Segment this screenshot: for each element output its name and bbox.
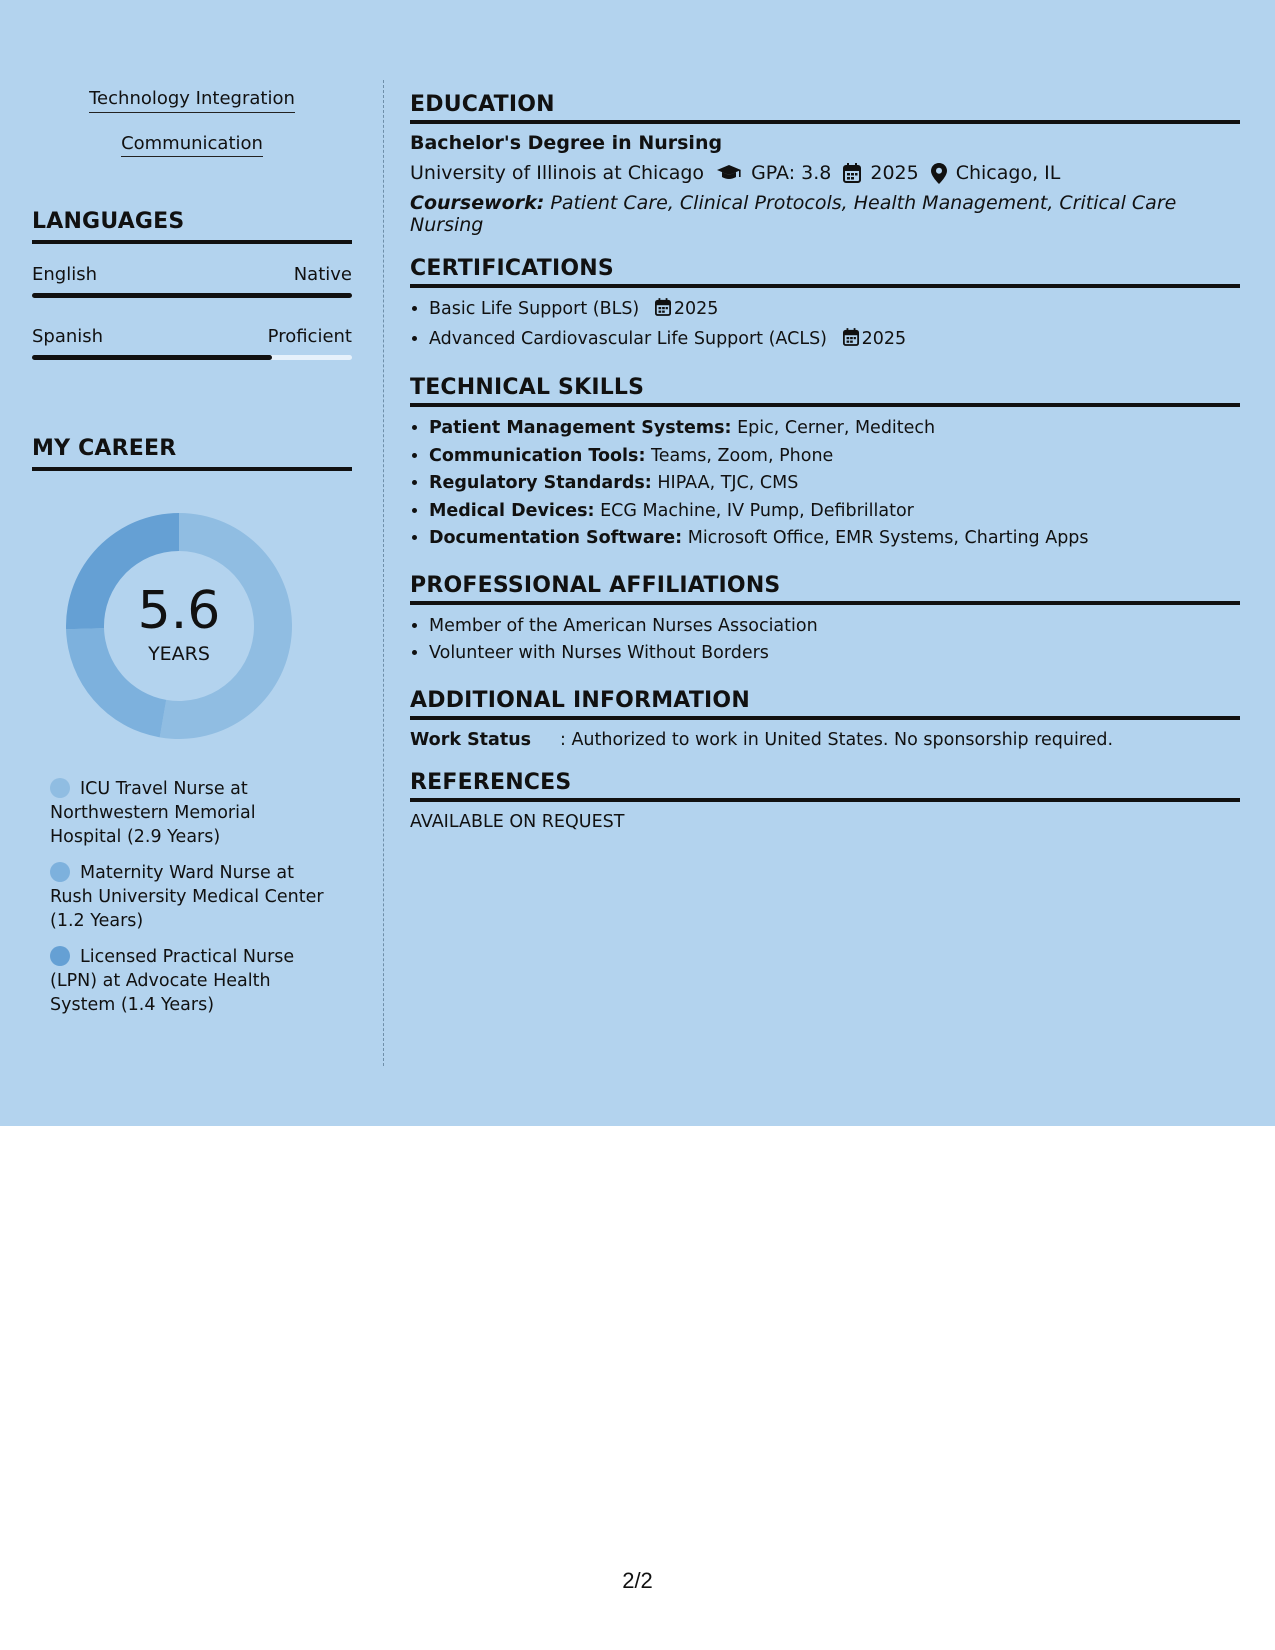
- certification-year: 2025: [861, 328, 907, 349]
- school-name: University of Illinois at Chicago: [410, 162, 705, 184]
- career-section: [32, 436, 352, 1017]
- skill-item: [429, 415, 1240, 443]
- career-legend: [50, 777, 352, 1017]
- affiliations-section: [410, 573, 1240, 668]
- gpa-value: GPA: 3.8: [751, 162, 832, 184]
- graduation-cap-icon: [716, 164, 742, 182]
- skill-values: ECG Machine, IV Pump, Defibrillator: [600, 500, 914, 521]
- graduation-year: 2025: [870, 162, 919, 184]
- language-bar: [32, 293, 352, 298]
- skill-item: [429, 525, 1240, 553]
- language-name: English: [32, 264, 97, 285]
- certifications-list: [410, 296, 1240, 355]
- calendar-icon: [843, 163, 861, 183]
- education-details: [410, 162, 1240, 184]
- affiliation-item: • Member of the American Nurses Association: [429, 613, 1240, 641]
- education-section: [410, 92, 1240, 236]
- skill-category: Communication Tools:: [429, 445, 646, 466]
- language-name: Spanish: [32, 326, 104, 347]
- career-total-unit: YEARS: [148, 643, 210, 665]
- languages-section: [32, 209, 352, 360]
- skill-category: Documentation Software:: [429, 528, 683, 548]
- language-item: [32, 326, 352, 360]
- skill-tag: Communication: [121, 133, 263, 158]
- affiliation-item: • Volunteer with Nurses Without Borders: [429, 640, 1240, 668]
- skill-category: Regulatory Standards:: [429, 473, 652, 493]
- coursework-line: [410, 192, 1240, 236]
- certification-item: [429, 326, 1240, 356]
- certifications-section: [410, 256, 1240, 355]
- languages-heading: LANGUAGES: [32, 209, 352, 244]
- career-donut-chart: [66, 513, 292, 739]
- additional-info-section: [410, 688, 1240, 750]
- calendar-icon: [843, 328, 859, 356]
- legend-label: Licensed Practical Nurse (LPN) at Advocate Health System (1.4 Years): [50, 947, 295, 1015]
- skill-values: HIPAA, TJC, CMS: [657, 473, 799, 493]
- column-divider: [383, 80, 384, 1066]
- technical-skills-section: [410, 375, 1240, 553]
- career-heading: MY CAREER: [32, 436, 352, 471]
- certification-item: [429, 296, 1240, 326]
- skill-category: Patient Management Systems:: [429, 418, 732, 438]
- references-section: [410, 770, 1240, 832]
- work-status-value: : Authorized to work in United States. No sponsorship required.: [560, 729, 1114, 750]
- additional-info-heading: ADDITIONAL INFORMATION: [410, 688, 1240, 720]
- school-location: Chicago, IL: [955, 162, 1061, 184]
- language-level: Proficient: [267, 326, 352, 347]
- legend-label: Maternity Ward Nurse at Rush University Medical Center (1.2 Years): [50, 863, 324, 931]
- language-bar-fill: [32, 293, 352, 298]
- skill-category: Medical Devices:: [429, 500, 595, 521]
- coursework-list: Patient Care, Clinical Protocols, Health Management, Critical Care Nursing: [410, 192, 1177, 236]
- page-number: 2/2: [622, 1568, 653, 1593]
- technical-skills-heading: TECHNICAL SKILLS: [410, 375, 1240, 407]
- career-legend-item: [50, 945, 330, 1017]
- certification-year: 2025: [673, 299, 719, 319]
- affiliations-heading: PROFESSIONAL AFFILIATIONS: [410, 573, 1240, 605]
- education-heading: EDUCATION: [410, 92, 1240, 124]
- skill-item: [429, 498, 1240, 526]
- work-status-label: Work Status: [410, 729, 532, 750]
- skill-tag: Technology Integration: [89, 88, 295, 113]
- left-column: [32, 80, 352, 1029]
- legend-dot: [50, 862, 70, 882]
- skill-item: [429, 470, 1240, 498]
- technical-skills-list: [410, 415, 1240, 553]
- references-text: AVAILABLE ON REQUEST: [410, 811, 625, 832]
- career-total-value: 5.6: [137, 581, 221, 641]
- skill-values: Epic, Cerner, Meditech: [737, 418, 936, 438]
- right-column: [410, 92, 1240, 852]
- skill-item: [429, 443, 1240, 471]
- work-status-row: [410, 730, 1240, 750]
- map-pin-icon: [931, 163, 947, 184]
- language-level: Native: [293, 264, 352, 285]
- language-bar-fill: [32, 355, 272, 360]
- certification-name: Advanced Cardiovascular Life Support (ACLS): [429, 328, 828, 349]
- coursework-label: Coursework:: [410, 192, 545, 214]
- career-legend-item: [50, 861, 330, 933]
- certification-name: Basic Life Support (BLS): [429, 299, 640, 319]
- language-item: [32, 264, 352, 298]
- language-bar: [32, 355, 352, 360]
- legend-dot: [50, 778, 70, 798]
- calendar-icon: [655, 298, 671, 326]
- affiliations-list: [410, 613, 1240, 668]
- legend-label: ICU Travel Nurse at Northwestern Memorial Hospital (2.9 Years): [50, 779, 256, 847]
- degree-title: Bachelor's Degree in Nursing: [410, 132, 723, 154]
- legend-dot: [50, 946, 70, 966]
- certifications-heading: CERTIFICATIONS: [410, 256, 1240, 288]
- skill-values: Teams, Zoom, Phone: [651, 445, 834, 466]
- career-legend-item: [50, 777, 330, 849]
- skill-values: Microsoft Office, EMR Systems, Charting Apps: [687, 528, 1089, 548]
- references-heading: REFERENCES: [410, 770, 1240, 802]
